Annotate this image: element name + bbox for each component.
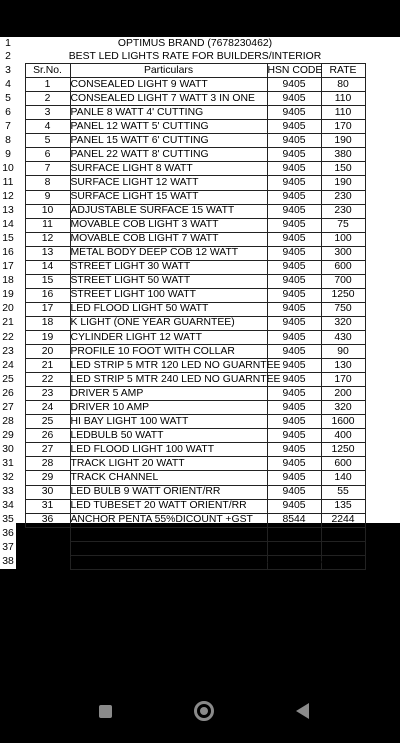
row-number: 36 bbox=[0, 527, 16, 541]
column-header-sr[interactable]: Sr.No. bbox=[25, 64, 70, 78]
particulars-cell[interactable]: PROFILE 10 FOOT WITH COLLAR bbox=[70, 345, 267, 359]
rate-cell[interactable]: 140 bbox=[321, 471, 365, 485]
row-number: 3 bbox=[0, 64, 16, 78]
hsn-cell[interactable]: 9405 bbox=[267, 485, 321, 499]
particulars-cell[interactable]: SURFACE LIGHT 8 WATT bbox=[70, 162, 267, 176]
sr-cell[interactable]: 29 bbox=[25, 471, 70, 485]
hsn-cell[interactable]: 9405 bbox=[267, 78, 321, 92]
particulars-cell[interactable]: CYLINDER LIGHT 12 WATT bbox=[70, 330, 267, 344]
rate-cell[interactable]: 230 bbox=[321, 190, 365, 204]
rate-cell[interactable]: 200 bbox=[321, 387, 365, 401]
home-icon bbox=[194, 701, 214, 721]
table-row bbox=[0, 260, 400, 274]
note-rate-cell[interactable]: 90 bbox=[321, 541, 365, 555]
row-number: 11 bbox=[0, 176, 16, 190]
status-bar bbox=[0, 0, 400, 37]
particulars-cell[interactable]: DRIVER 5 AMP bbox=[70, 387, 267, 401]
sr-cell[interactable]: 18 bbox=[25, 316, 70, 330]
particulars-cell[interactable]: PANEL 12 WATT 5' CUTTING bbox=[70, 120, 267, 134]
hsn-cell[interactable]: 8544 bbox=[267, 513, 321, 527]
column-header-particulars[interactable]: Particulars bbox=[70, 64, 267, 78]
row-number: 17 bbox=[0, 260, 16, 274]
hsn-cell[interactable]: 9405 bbox=[267, 345, 321, 359]
navigation-bar bbox=[0, 680, 400, 743]
table-row bbox=[0, 485, 400, 499]
column-header-hsn[interactable]: HSN CODE bbox=[267, 64, 321, 78]
table-row bbox=[0, 162, 400, 176]
particulars-cell[interactable]: STREET LIGHT 30 WATT bbox=[70, 260, 267, 274]
brand-title[interactable]: OPTIMUS BRAND (7678230462) bbox=[117, 37, 273, 49]
row-number: 33 bbox=[0, 485, 16, 499]
table-row bbox=[0, 471, 400, 485]
hsn-cell[interactable]: 9405 bbox=[267, 134, 321, 148]
recents-button[interactable] bbox=[90, 696, 120, 726]
sr-cell[interactable]: 10 bbox=[25, 204, 70, 218]
sr-cell[interactable]: 17 bbox=[25, 302, 70, 316]
row-number: 2 bbox=[0, 50, 16, 64]
particulars-cell[interactable]: LEDBULB 50 WATT bbox=[70, 429, 267, 443]
rate-cell[interactable]: 700 bbox=[321, 274, 365, 288]
hsn-cell[interactable]: 9405 bbox=[267, 246, 321, 260]
row-number: 38 bbox=[0, 555, 16, 569]
sr-cell[interactable]: 24 bbox=[25, 401, 70, 415]
rate-cell[interactable]: 1250 bbox=[321, 288, 365, 302]
rate-cell[interactable]: 75 bbox=[321, 218, 365, 232]
particulars-cell[interactable]: K LIGHT (ONE YEAR GUARNTEE) bbox=[70, 316, 267, 330]
sr-cell[interactable]: 4 bbox=[25, 120, 70, 134]
sr-cell[interactable]: 3 bbox=[25, 106, 70, 120]
sr-cell[interactable]: 30 bbox=[25, 485, 70, 499]
rate-cell[interactable]: 130 bbox=[321, 359, 365, 373]
sr-cell[interactable]: 2 bbox=[25, 92, 70, 106]
rate-cell[interactable]: 300 bbox=[321, 246, 365, 260]
row-number: 4 bbox=[0, 78, 16, 92]
particulars-cell[interactable]: DRIVER 10 AMP bbox=[70, 401, 267, 415]
hsn-cell[interactable]: 9405 bbox=[267, 401, 321, 415]
hsn-cell[interactable]: 9405 bbox=[267, 92, 321, 106]
rate-cell[interactable]: 110 bbox=[321, 106, 365, 120]
particulars-cell[interactable]: METAL BODY DEEP COB 12 WATT bbox=[70, 246, 267, 260]
sr-cell[interactable]: 7 bbox=[25, 162, 70, 176]
rate-cell[interactable]: 2244 bbox=[321, 513, 365, 527]
particulars-cell[interactable]: CONSEALED LIGHT 7 WATT 3 IN ONE bbox=[70, 92, 267, 106]
row-number: 29 bbox=[0, 429, 16, 443]
row-number: 20 bbox=[0, 302, 16, 316]
row-number: 12 bbox=[0, 190, 16, 204]
row-number: 21 bbox=[0, 316, 16, 330]
hsn-cell[interactable]: 9405 bbox=[267, 316, 321, 330]
row-number: 6 bbox=[0, 106, 16, 120]
row-number: 34 bbox=[0, 499, 16, 513]
sr-cell[interactable]: 21 bbox=[25, 359, 70, 373]
rate-cell[interactable]: 380 bbox=[321, 148, 365, 162]
row-number: 16 bbox=[0, 246, 16, 260]
sr-cell[interactable]: 27 bbox=[25, 443, 70, 457]
sr-cell[interactable]: 6 bbox=[25, 148, 70, 162]
table-row bbox=[0, 373, 400, 387]
sr-cell[interactable]: 14 bbox=[25, 260, 70, 274]
sr-cell[interactable]: 26 bbox=[25, 429, 70, 443]
hsn-cell[interactable]: 9405 bbox=[267, 120, 321, 134]
hsn-cell[interactable]: 9405 bbox=[267, 204, 321, 218]
hsn-cell[interactable]: 9405 bbox=[267, 359, 321, 373]
back-button[interactable] bbox=[287, 696, 317, 726]
sr-cell[interactable]: 12 bbox=[25, 232, 70, 246]
sr-cell[interactable]: 19 bbox=[25, 330, 70, 344]
rate-cell[interactable]: 100 bbox=[321, 232, 365, 246]
table-row bbox=[0, 513, 400, 527]
hsn-cell[interactable]: 9405 bbox=[267, 330, 321, 344]
rate-cell[interactable]: 750 bbox=[321, 302, 365, 316]
particulars-cell[interactable]: MOVABLE COB LIGHT 3 WATT bbox=[70, 218, 267, 232]
rate-cell[interactable]: 400 bbox=[321, 429, 365, 443]
note-row bbox=[0, 527, 400, 541]
note-cell[interactable]: TWO YEARS FULL GUARNTEE OF MCB JALNE KI BHI bbox=[70, 555, 267, 569]
sr-cell[interactable]: 13 bbox=[25, 246, 70, 260]
rate-cell[interactable]: 320 bbox=[321, 401, 365, 415]
hsn-cell[interactable]: 9405 bbox=[267, 190, 321, 204]
sr-cell[interactable]: 36 bbox=[25, 513, 70, 527]
row-number: 35 bbox=[0, 513, 16, 527]
table-row bbox=[0, 92, 400, 106]
hsn-cell[interactable]: 9405 bbox=[267, 471, 321, 485]
particulars-cell[interactable]: PANLE 8 WATT 4' CUTTING bbox=[70, 106, 267, 120]
particulars-cell[interactable]: PANEL 15 WATT 6' CUTTING bbox=[70, 134, 267, 148]
table-row bbox=[0, 120, 400, 134]
rate-cell[interactable]: 1250 bbox=[321, 443, 365, 457]
particulars-cell[interactable]: LED FLOOD LIGHT 50 WATT bbox=[70, 302, 267, 316]
spreadsheet-view[interactable] bbox=[0, 37, 400, 568]
row-number: 10 bbox=[0, 162, 16, 176]
sr-cell[interactable]: 25 bbox=[25, 415, 70, 429]
particulars-cell[interactable]: LED TUBESET 20 WATT ORIENT/RR bbox=[70, 499, 267, 513]
table-row bbox=[0, 106, 400, 120]
table-row bbox=[0, 148, 400, 162]
rate-cell[interactable]: 320 bbox=[321, 316, 365, 330]
subtitle-row bbox=[0, 50, 400, 64]
rate-cell[interactable]: 600 bbox=[321, 457, 365, 471]
row-number: 9 bbox=[0, 148, 16, 162]
note-cell[interactable]: FAN ALSO AVAIBLE bbox=[70, 527, 267, 541]
sr-cell[interactable]: 5 bbox=[25, 134, 70, 148]
row-number: 1 bbox=[0, 37, 16, 50]
rate-cell[interactable]: 600 bbox=[321, 260, 365, 274]
back-icon bbox=[296, 703, 309, 719]
table-row bbox=[0, 499, 400, 513]
table-row bbox=[0, 401, 400, 415]
header-row bbox=[0, 64, 400, 78]
particulars-cell[interactable]: CONSEALED LIGHT 9 WATT bbox=[70, 78, 267, 92]
hsn-cell[interactable]: 9405 bbox=[267, 162, 321, 176]
row-number: 8 bbox=[0, 134, 16, 148]
particulars-cell[interactable]: ANCHOR PENTA 55%DICOUNT +GST bbox=[70, 513, 267, 527]
table-row bbox=[0, 316, 400, 330]
note-rate-cell[interactable] bbox=[321, 527, 365, 541]
sr-cell[interactable]: 9 bbox=[25, 190, 70, 204]
particulars-cell[interactable]: LED BULB 9 WATT ORIENT/RR bbox=[70, 485, 267, 499]
table-row bbox=[0, 443, 400, 457]
sr-cell[interactable]: 16 bbox=[25, 288, 70, 302]
particulars-cell[interactable]: HI BAY LIGHT 100 WATT bbox=[70, 415, 267, 429]
hsn-cell[interactable]: 9405 bbox=[267, 260, 321, 274]
hsn-cell[interactable]: 9405 bbox=[267, 274, 321, 288]
particulars-cell[interactable]: LED FLOOD LIGHT 100 WATT bbox=[70, 443, 267, 457]
row-number: 25 bbox=[0, 373, 16, 387]
note-row bbox=[0, 555, 400, 569]
sr-cell[interactable]: 11 bbox=[25, 218, 70, 232]
hsn-cell[interactable]: 9405 bbox=[267, 302, 321, 316]
hsn-cell[interactable]: 9405 bbox=[267, 148, 321, 162]
row-number: 7 bbox=[0, 120, 16, 134]
hsn-cell[interactable]: 9405 bbox=[267, 387, 321, 401]
rate-cell[interactable]: 230 bbox=[321, 204, 365, 218]
hsn-cell[interactable]: 9405 bbox=[267, 429, 321, 443]
sr-cell[interactable]: 22 bbox=[25, 373, 70, 387]
table-row bbox=[0, 246, 400, 260]
rate-cell[interactable]: 90 bbox=[321, 345, 365, 359]
particulars-cell[interactable]: SURFACE LIGHT 15 WATT bbox=[70, 190, 267, 204]
row-number: 5 bbox=[0, 92, 16, 106]
rate-cell[interactable]: 110 bbox=[321, 92, 365, 106]
hsn-cell[interactable]: 9405 bbox=[267, 218, 321, 232]
particulars-cell[interactable]: LED STRIP 5 MTR 120 LED NO GUARNTEE bbox=[70, 359, 267, 373]
row-number: 23 bbox=[0, 345, 16, 359]
rate-cell[interactable]: 150 bbox=[321, 162, 365, 176]
row-number: 26 bbox=[0, 387, 16, 401]
sr-cell[interactable]: 15 bbox=[25, 274, 70, 288]
row-number: 14 bbox=[0, 218, 16, 232]
sr-cell[interactable]: 1 bbox=[25, 78, 70, 92]
rate-cell[interactable]: 80 bbox=[321, 78, 365, 92]
rate-cell[interactable]: 135 bbox=[321, 499, 365, 513]
table-row bbox=[0, 218, 400, 232]
rate-cell[interactable]: 430 bbox=[321, 330, 365, 344]
particulars-cell[interactable]: SURFACE LIGHT 12 WATT bbox=[70, 176, 267, 190]
table-row bbox=[0, 232, 400, 246]
price-table bbox=[0, 37, 400, 570]
row-number: 22 bbox=[0, 330, 16, 344]
sr-cell[interactable]: 8 bbox=[25, 176, 70, 190]
row-number: 28 bbox=[0, 415, 16, 429]
hsn-cell[interactable]: 9405 bbox=[267, 232, 321, 246]
table-row bbox=[0, 190, 400, 204]
particulars-cell[interactable]: STREET LIGHT 50 WATT bbox=[70, 274, 267, 288]
table-row bbox=[0, 134, 400, 148]
particulars-cell[interactable]: PANEL 22 WATT 8' CUTTING bbox=[70, 148, 267, 162]
table-row bbox=[0, 359, 400, 373]
row-number: 15 bbox=[0, 232, 16, 246]
table-row bbox=[0, 288, 400, 302]
row-number: 24 bbox=[0, 359, 16, 373]
row-number: 31 bbox=[0, 457, 16, 471]
table-row bbox=[0, 302, 400, 316]
sheet-subtitle[interactable]: BEST LED LIGHTS RATE FOR BUILDERS/INTERIOR bbox=[68, 50, 322, 62]
recents-icon bbox=[99, 705, 112, 718]
row-number: 13 bbox=[0, 204, 16, 218]
rate-cell[interactable]: 170 bbox=[321, 120, 365, 134]
table-row bbox=[0, 274, 400, 288]
table-row bbox=[0, 415, 400, 429]
row-number: 19 bbox=[0, 288, 16, 302]
hsn-cell[interactable]: 9405 bbox=[267, 288, 321, 302]
rate-cell[interactable]: 190 bbox=[321, 176, 365, 190]
particulars-cell[interactable]: STREET LIGHT 100 WATT bbox=[70, 288, 267, 302]
table-row bbox=[0, 429, 400, 443]
table-row bbox=[0, 387, 400, 401]
hsn-cell[interactable]: 9405 bbox=[267, 373, 321, 387]
table-row bbox=[0, 78, 400, 92]
hsn-cell[interactable]: 9405 bbox=[267, 499, 321, 513]
table-row bbox=[0, 457, 400, 471]
row-number: 18 bbox=[0, 274, 16, 288]
sr-cell[interactable]: 23 bbox=[25, 387, 70, 401]
rate-cell[interactable]: 190 bbox=[321, 134, 365, 148]
sr-cell[interactable]: 20 bbox=[25, 345, 70, 359]
note-row bbox=[0, 541, 400, 555]
row-number: 27 bbox=[0, 401, 16, 415]
rate-cell[interactable]: 170 bbox=[321, 373, 365, 387]
rate-cell[interactable]: 55 bbox=[321, 485, 365, 499]
rate-cell[interactable]: 1600 bbox=[321, 415, 365, 429]
table-row bbox=[0, 176, 400, 190]
table-row bbox=[0, 204, 400, 218]
hsn-cell[interactable]: 9405 bbox=[267, 443, 321, 457]
home-button[interactable] bbox=[189, 696, 219, 726]
row-number: 32 bbox=[0, 471, 16, 485]
row-number: 30 bbox=[0, 443, 16, 457]
note-cell[interactable]: MCB GREATWHIE 6-32 AMP bbox=[70, 541, 267, 555]
hsn-cell[interactable]: 9405 bbox=[267, 415, 321, 429]
title-row bbox=[0, 37, 400, 50]
particulars-cell[interactable]: TRACK CHANNEL bbox=[70, 471, 267, 485]
hsn-cell[interactable]: 9405 bbox=[267, 457, 321, 471]
particulars-cell[interactable]: LED STRIP 5 MTR 240 LED NO GUARNTEE bbox=[70, 373, 267, 387]
particulars-cell[interactable]: ADJUSTABLE SURFACE 15 WATT bbox=[70, 204, 267, 218]
particulars-cell[interactable]: TRACK LIGHT 20 WATT bbox=[70, 457, 267, 471]
particulars-cell[interactable]: MOVABLE COB LIGHT 7 WATT bbox=[70, 232, 267, 246]
sr-cell[interactable]: 28 bbox=[25, 457, 70, 471]
hsn-cell[interactable]: 9405 bbox=[267, 106, 321, 120]
row-number: 37 bbox=[0, 541, 16, 555]
hsn-cell[interactable]: 9405 bbox=[267, 176, 321, 190]
sr-cell[interactable]: 31 bbox=[25, 499, 70, 513]
table-row bbox=[0, 330, 400, 344]
table-row bbox=[0, 345, 400, 359]
column-header-rate[interactable]: RATE bbox=[321, 64, 365, 78]
